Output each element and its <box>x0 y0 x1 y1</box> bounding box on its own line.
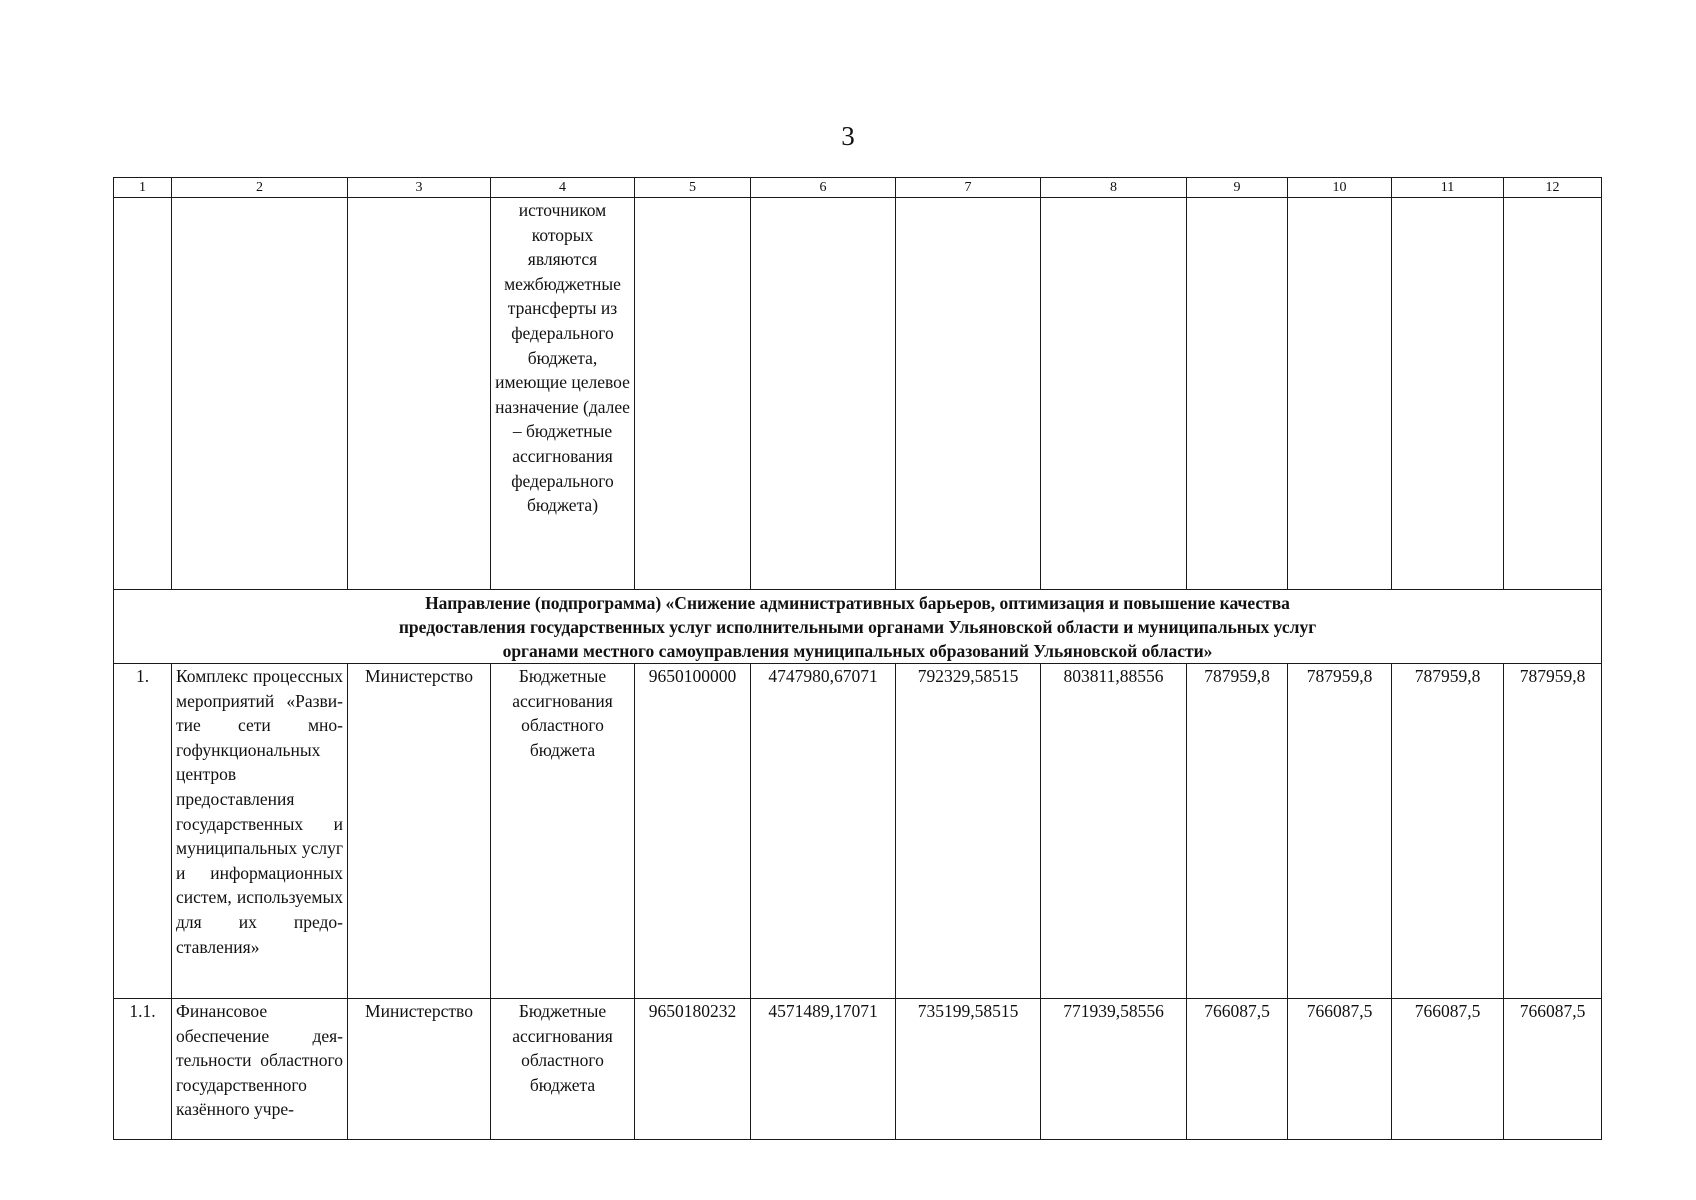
empty-cell <box>751 198 896 590</box>
year-amount: 803811,88556 <box>1041 664 1187 999</box>
year-amount: 735199,58515 <box>896 999 1041 1140</box>
column-number: 12 <box>1504 178 1602 198</box>
year-amount: 766087,5 <box>1288 999 1392 1140</box>
column-number: 7 <box>896 178 1041 198</box>
year-amount: 787959,8 <box>1504 664 1602 999</box>
column-numbers-row <box>114 178 1602 198</box>
table-row <box>114 999 1602 1140</box>
column-number: 1 <box>114 178 172 198</box>
empty-cell <box>114 198 172 590</box>
year-amount: 792329,58515 <box>896 664 1041 999</box>
column-number: 2 <box>172 178 348 198</box>
row-number: 1. <box>114 664 172 999</box>
year-amount: 787959,8 <box>1392 664 1504 999</box>
empty-cell <box>1187 198 1288 590</box>
section-heading: Направление (подпрограмма) «Снижение административных барьеров, оптимизация и повышение качества предоставления государственных услуг исполнительными органами Ульяновской области и муниципальных услуг органами местного самоуправления муниципальных образований Ульяновской области» <box>114 590 1602 664</box>
measure-name: Финансовое обеспечение деятельности областного государственного казённого учре- <box>172 999 348 1140</box>
budget-table <box>113 177 1602 1140</box>
funding-source: Бюджетные ассигнования областного бюджета <box>491 999 635 1140</box>
funding-source-cell <box>491 198 635 590</box>
empty-cell <box>1392 198 1504 590</box>
year-amount: 766087,5 <box>1504 999 1602 1140</box>
year-amount: 766087,5 <box>1392 999 1504 1140</box>
budget-code: 9650180232 <box>635 999 751 1140</box>
empty-cell <box>348 198 491 590</box>
total-amount: 4747980,67071 <box>751 664 896 999</box>
executor: Министерство <box>348 664 491 999</box>
empty-cell <box>172 198 348 590</box>
column-number: 11 <box>1392 178 1504 198</box>
year-amount: 771939,58556 <box>1041 999 1187 1140</box>
empty-cell <box>1288 198 1392 590</box>
column-number: 9 <box>1187 178 1288 198</box>
column-number: 3 <box>348 178 491 198</box>
page-number: 3 <box>841 121 855 151</box>
year-amount: 787959,8 <box>1288 664 1392 999</box>
empty-cell <box>896 198 1041 590</box>
column-number: 6 <box>751 178 896 198</box>
total-amount: 4571489,17071 <box>751 999 896 1140</box>
funding-source-text: источником которых являются межбюджетные трансферты из федерального бюджета, имеющие целевое назначение (далее – бюджетные ассигнования федерального бюджета) <box>495 200 630 516</box>
column-number: 4 <box>491 178 635 198</box>
column-number: 5 <box>635 178 751 198</box>
empty-cell <box>635 198 751 590</box>
row-number: 1.1. <box>114 999 172 1140</box>
budget-code: 9650100000 <box>635 664 751 999</box>
funding-source: Бюджетные ассигнования областного бюджета <box>491 664 635 999</box>
empty-cell <box>1504 198 1602 590</box>
year-amount: 766087,5 <box>1187 999 1288 1140</box>
empty-cell <box>1041 198 1187 590</box>
section-heading-row <box>114 590 1602 664</box>
column-number: 10 <box>1288 178 1392 198</box>
executor: Министерство <box>348 999 491 1140</box>
table-row <box>114 664 1602 999</box>
year-amount: 787959,8 <box>1187 664 1288 999</box>
column-number: 8 <box>1041 178 1187 198</box>
measure-name: Комплекс процессных мероприятий «Развитие сети многофункциональных центров предоставления государственных и муниципальных услуг и информационных систем, используемых для их предоставления» <box>172 664 348 999</box>
continuation-row <box>114 198 1602 590</box>
